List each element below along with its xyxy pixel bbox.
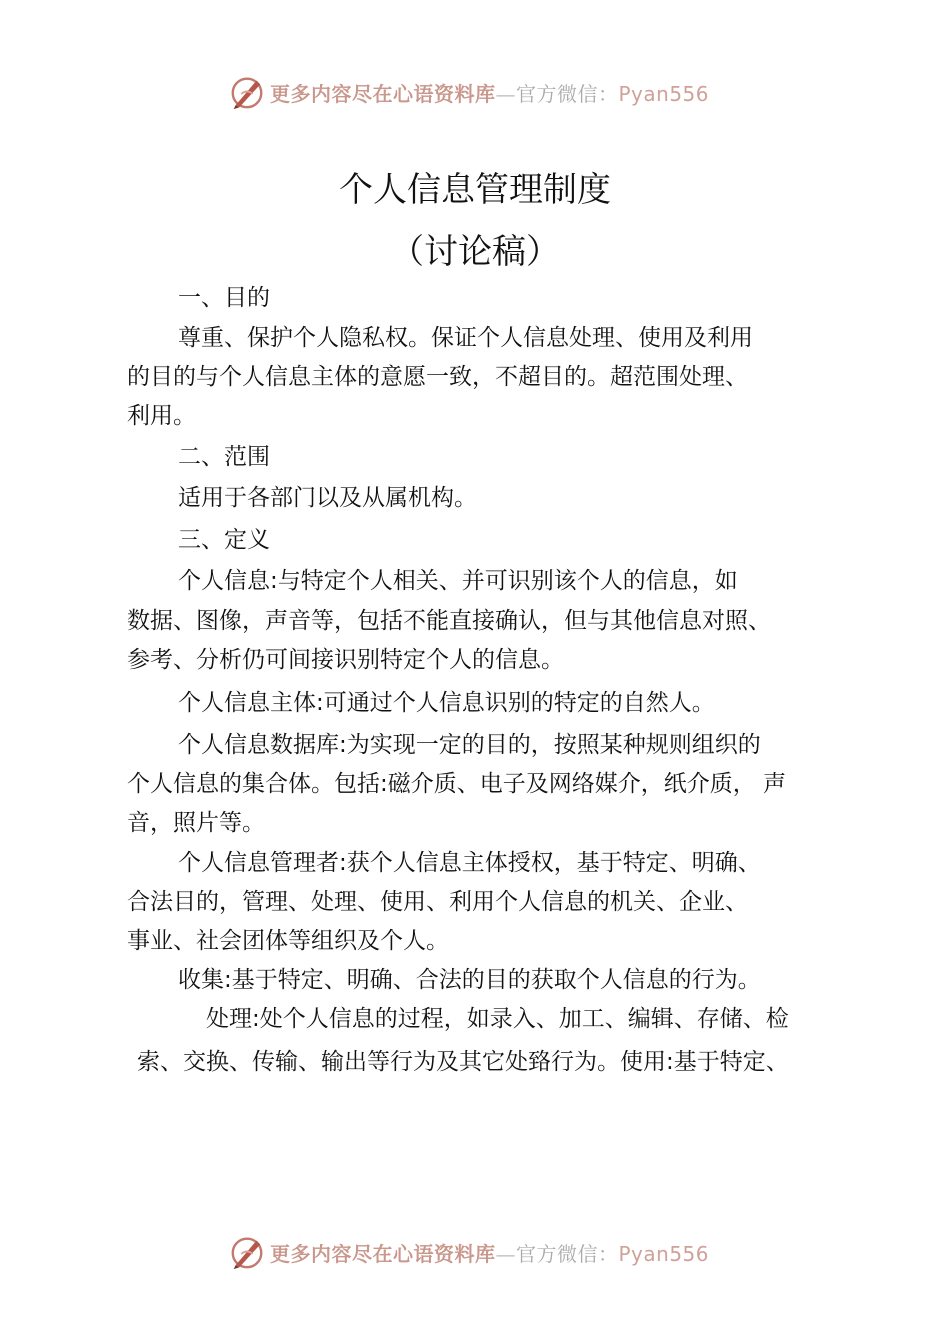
pen-logo-icon xyxy=(228,73,266,111)
watermark-dash: — xyxy=(495,81,516,106)
watermark-wechat-id: Pyan556 xyxy=(618,81,710,106)
watermark-group xyxy=(228,72,709,112)
document-title: 个人信息管理制度 xyxy=(339,170,611,210)
paragraph-line: 个人信息管理者:获个人信息主体授权，基于特定、明确、 xyxy=(178,850,761,876)
paragraph-line: 适用于各部门以及从属机构。 xyxy=(178,485,477,511)
paragraph-line: 收集:基于特定、明确、合法的目的获取个人信息的行为。 xyxy=(178,967,761,993)
watermark-wechat-label: 官方微信： xyxy=(516,81,619,106)
section-heading-definitions: 三、定义 xyxy=(178,527,270,553)
watermark-group xyxy=(228,1232,709,1272)
paragraph-line: 利用。 xyxy=(127,403,196,429)
section-heading-scope: 二、范围 xyxy=(178,444,270,470)
paragraph-line: 处理:处个人信息的过程，如录入、加工、编辑、存储、检 xyxy=(206,1006,789,1032)
paragraph-line: 尊重、保护个人隐私权。保证个人信息处理、使用及利用 xyxy=(178,325,753,351)
document-subtitle: （讨论稿） xyxy=(390,232,560,272)
paragraph-line: 个人信息数据库:为实现一定的目的，按照某种规则组织的 xyxy=(178,732,761,758)
paragraph-line: 个人信息:与特定个人相关、并可识别该个人的信息，如 xyxy=(178,568,738,594)
paragraph-line: 索、交换、传输、输出等行为及其它处臵行为。使用:基于特定、 xyxy=(137,1049,789,1075)
watermark-main-text: 更多内容尽在心语资料库 xyxy=(270,1241,496,1266)
paragraph-line: 合法目的，管理、处理、使用、利用个人信息的机关、企业、 xyxy=(127,889,748,915)
footer-watermark xyxy=(0,1232,950,1272)
paragraph-line: 的目的与个人信息主体的意愿一致，不超目的。超范围处理、 xyxy=(127,364,748,390)
paragraph-line: 数据、图像，声音等，包括不能直接确认，但与其他信息对照、 xyxy=(127,608,771,634)
watermark-wechat-id: Pyan556 xyxy=(618,1241,710,1266)
paragraph-line: 个人信息的集合体。包括:磁介质、电子及网络媒介，纸介质， 声 xyxy=(127,771,787,797)
watermark-dash: — xyxy=(495,1241,516,1266)
paragraph-line: 个人信息主体:可通过个人信息识别的特定的自然人。 xyxy=(178,690,715,716)
section-heading-purpose: 一、目的 xyxy=(178,285,270,311)
watermark-wechat-label: 官方微信： xyxy=(516,1241,619,1266)
pen-logo-icon xyxy=(228,1233,266,1271)
paragraph-line: 参考、分析仍可间接识别特定个人的信息。 xyxy=(127,647,564,673)
header-watermark xyxy=(0,72,950,112)
watermark-main-text: 更多内容尽在心语资料库 xyxy=(270,81,496,106)
paragraph-line: 事业、社会团体等组织及个人。 xyxy=(127,928,449,954)
paragraph-line: 音，照片等。 xyxy=(127,810,265,836)
